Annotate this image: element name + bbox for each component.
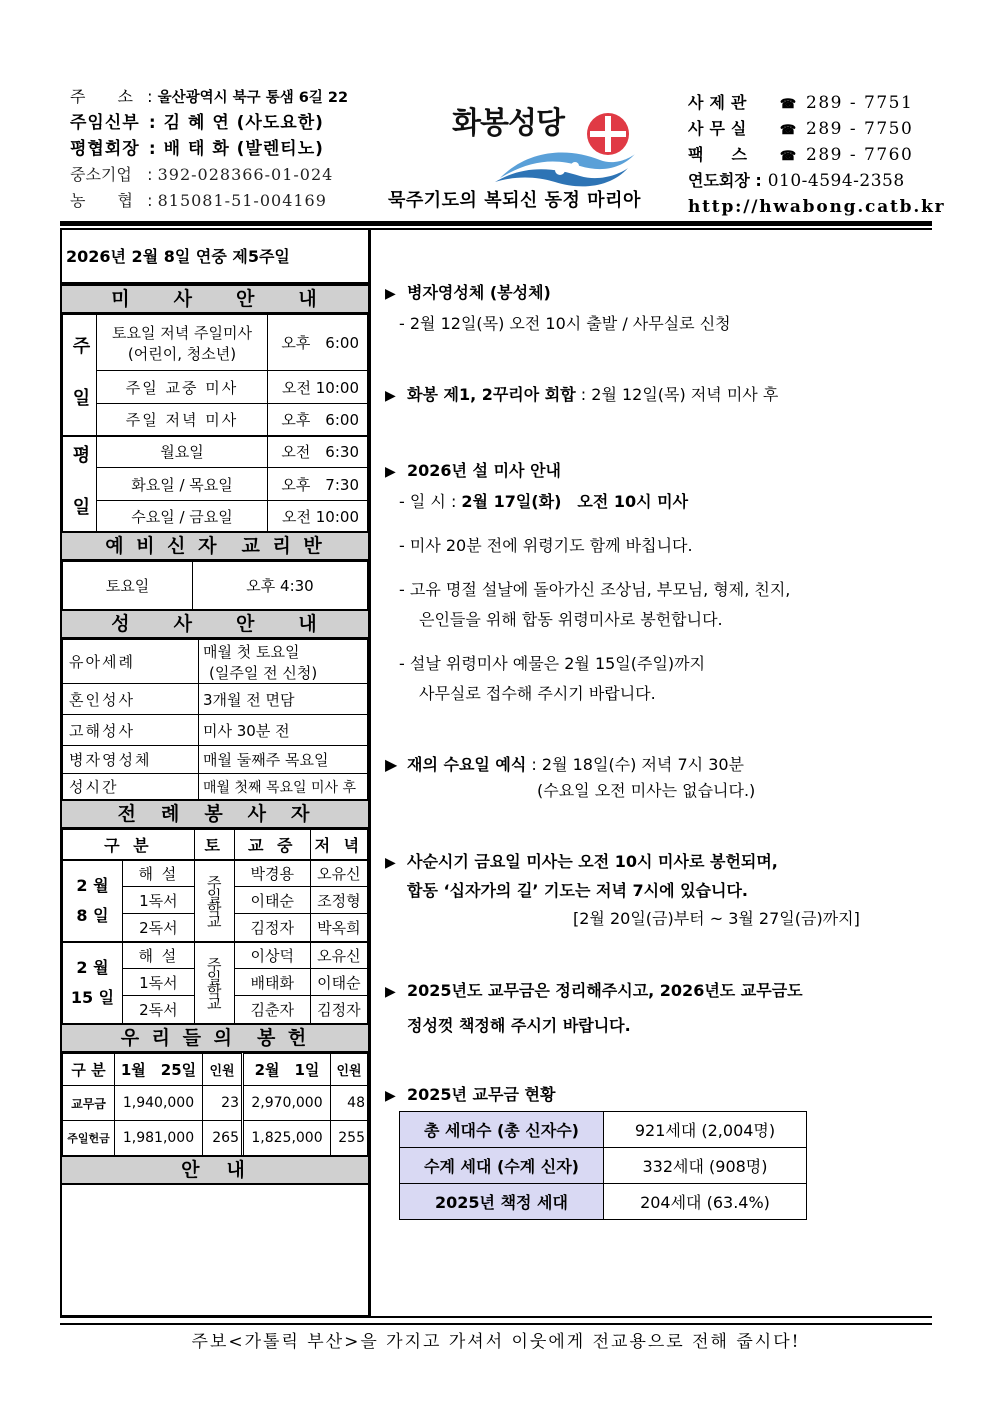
catechumen-day: 토요일 — [63, 562, 193, 610]
offering-header: 우 리 들 의 봉 헌 — [62, 1023, 368, 1053]
mass-schedule-table — [62, 314, 368, 532]
mass-name: 화요일 / 목요일 — [97, 468, 268, 501]
offering-amount: 2,970,000 — [243, 1086, 331, 1121]
left-sidebar — [60, 230, 370, 1317]
sacrament-value: 매월 둘째주 목요일 — [199, 746, 368, 774]
role: 1독서 — [123, 969, 195, 996]
triangle-right-icon: ▶ — [385, 388, 396, 404]
offering-count: 23 — [203, 1086, 243, 1121]
offering-amount: 1,825,000 — [243, 1121, 331, 1156]
triangle-right-icon: ▶ — [385, 1088, 396, 1104]
mass-time: 오후 6:00 — [268, 315, 368, 371]
bank-account-row-1: 중소기업 : 392-028366-01-024 — [70, 165, 334, 184]
offering-count: 48 — [331, 1086, 368, 1121]
offering-amount: 1,940,000 — [115, 1086, 203, 1121]
role: 해 설 — [123, 942, 195, 969]
logo-title: 화봉성당 — [452, 106, 564, 141]
col-header: 토 — [194, 830, 234, 860]
notice-dues-status: ▶ 2025년 교무금 현황 — [385, 1085, 556, 1104]
role: 해 설 — [123, 860, 195, 887]
sacrament-value: 매월 첫 토요일 (일주일 전 신청) — [199, 640, 368, 684]
header-divider-thick — [60, 221, 932, 226]
service-date: 2 월 15 일 — [63, 942, 123, 1024]
col-header: 교 중 — [234, 830, 310, 860]
stat-key: 2025년 책정 세대 — [400, 1184, 604, 1220]
evening-server: 박옥희 — [310, 914, 367, 942]
offering-table — [62, 1053, 368, 1156]
triangle-right-icon: ▶ — [385, 464, 396, 480]
footer-message: 주보<가톨릭 부산>을 가지고 가셔서 이웃에게 전교용으로 전해 줍시다! — [191, 1332, 801, 1352]
triangle-right-icon: ▶ — [385, 286, 396, 302]
mass-name: 토요일 저녁 주일미사 (어린이, 청소년) — [97, 315, 268, 371]
main-server: 김춘자 — [234, 996, 310, 1024]
stat-value: 921세대 (2,004명) — [604, 1112, 807, 1148]
role: 2독서 — [123, 996, 195, 1024]
main-server: 이상덕 — [234, 942, 310, 969]
evening-server: 이태순 — [310, 969, 367, 996]
footer-rule — [60, 1323, 932, 1325]
saturday-service: 주일학교 — [194, 860, 234, 942]
sacrament-value: 미사 30분 전 — [199, 715, 368, 746]
main-server: 배태화 — [234, 969, 310, 996]
stat-value: 332세대 (908명) — [604, 1148, 807, 1184]
sunday-label: 주 일 — [63, 315, 97, 436]
catechumen-header: 예 비 신 자 교 리 반 — [62, 531, 368, 561]
sacrament-name: 병자영성체 — [63, 746, 199, 774]
col-header: 구 분 — [63, 830, 195, 860]
sacrament-name: 성시간 — [63, 774, 199, 800]
phone-icon: ☎ — [779, 149, 797, 164]
col-header: 1월 25일 — [115, 1054, 203, 1086]
sacrament-header: 성 사 안 내 — [62, 609, 368, 639]
mass-time: 오후 6:00 — [268, 404, 368, 436]
catechumen-table — [62, 561, 368, 610]
phone-icon: ☎ — [779, 123, 797, 138]
sacrament-name: 유아세례 — [63, 640, 199, 684]
sacrament-value: 매월 첫째 목요일 미사 후 — [199, 774, 368, 800]
col-header: 구 분 — [63, 1054, 115, 1086]
notice-curia-meeting: ▶ 화봉 제1, 2꾸리아 회합 : 2월 12일(목) 저녁 미사 후 — [385, 385, 779, 404]
notice-ash-wednesday: ▶ 재의 수요일 예식 : 2월 18일(수) 저녁 7시 30분 (수요일 오전 미사는 없습니다.) — [385, 752, 755, 804]
evening-server: 오유신 — [310, 942, 367, 969]
website-link[interactable]: http://hwabong.catb.kr — [688, 197, 946, 217]
main-server: 이태순 — [234, 887, 310, 914]
notice-parish-dues: ▶ 2025년도 교무금은 정리해주시고, 2026년도 교무금도 정성껏 책정해 주시기 바랍니다. — [385, 974, 803, 1043]
notice-lent-friday: ▶ 사순시기 금요일 미사는 오전 10시 미사로 봉헌되며, 합동 ‘십자가의 길’ 기도는 저녁 7시에 있습니다. [2월 20일(금)부터 ~ 3월 27일(금)까지] — [385, 848, 860, 933]
sacrament-table — [62, 639, 368, 800]
sacrament-name: 혼인성사 — [63, 684, 199, 715]
offering-amount: 1,981,000 — [115, 1121, 203, 1156]
col-header: 인원 — [203, 1054, 243, 1086]
evening-server: 김정자 — [310, 996, 367, 1024]
evening-server: 오유신 — [310, 860, 367, 887]
role: 2독서 — [123, 914, 195, 942]
col-header: 인원 — [331, 1054, 368, 1086]
triangle-right-icon: ▶ — [385, 755, 398, 774]
parish-info — [70, 84, 348, 214]
notice-sick-communion: ▶ 병자영성체 (봉성체) - 2월 12일(목) 오전 10시 출발 / 사무실로 신청 — [385, 283, 731, 333]
bank-account-row-2: 농 협 : 815081-51-004169 — [70, 191, 327, 210]
mass-time: 오후 7:30 — [268, 468, 368, 501]
sacrament-name: 고해성사 — [63, 715, 199, 746]
parish-motto: 묵주기도의 복되신 동정 마리아 — [388, 190, 641, 211]
stat-value: 204세대 (63.4%) — [604, 1184, 807, 1220]
mass-name: 월요일 — [97, 436, 268, 468]
rectory-phone-row: 사제관 ☎ 289 - 7751 — [688, 93, 914, 113]
address-row: 주 소 : 울산광역시 북구 통샘 6길 22 — [70, 87, 349, 106]
contact-info — [688, 90, 945, 220]
col-header: 2월 1일 — [243, 1054, 331, 1086]
mass-time: 오전 10:00 — [268, 371, 368, 404]
service-date: 2 월 8 일 — [63, 860, 123, 942]
phone-icon: ☎ — [779, 97, 797, 112]
evening-server: 조정형 — [310, 887, 367, 914]
liturgical-date: 2026년 2월 8일 연중 제5주일 — [62, 230, 368, 284]
col-header: 저 녁 — [310, 830, 367, 860]
main-server: 김정자 — [234, 914, 310, 942]
yeondo-phone-row: 연도회장 : 010-4594-2358 — [688, 171, 905, 191]
notice-lunar-new-year-mass: ▶ 2026년 설 미사 안내 - 일 시 : 2월 17일(화) 오전 10시 미사 - 미사 20분 전에 위령기도 함께 바칩니다. - 고유 명절 설날에 돌아가신 조상님, 부모님, 형제, 친지, 은인들을 위해 합동 위령미사로 봉헌합니다. - 설날 위령미사 예물은 2월 15일(주일)까지 사무실로 접수해 주시기 바랍니다. — [385, 456, 790, 709]
cross-wave-logo-icon — [440, 98, 640, 188]
saturday-service: 주일학교 — [194, 942, 234, 1024]
offering-count: 265 — [203, 1121, 243, 1156]
mass-schedule-header: 미 사 안 내 — [62, 284, 368, 314]
pastor-row: 주임신부 : 김 혜 연 (사도요한) — [70, 113, 324, 133]
mass-time: 오전 10:00 — [268, 501, 368, 532]
mass-name: 수요일 / 금요일 — [97, 501, 268, 532]
fax-row: 팩 스 ☎ 289 - 7760 — [688, 145, 914, 165]
main-server: 박경용 — [234, 860, 310, 887]
role: 1독서 — [123, 887, 195, 914]
mass-time: 오전 6:30 — [268, 436, 368, 468]
notice-header: 안 내 — [62, 1155, 368, 1185]
triangle-right-icon: ▶ — [385, 984, 396, 1000]
catechumen-time: 오후 4:30 — [193, 562, 368, 610]
weekday-label: 평 일 — [63, 436, 97, 532]
offering-count: 255 — [331, 1121, 368, 1156]
offering-kind: 교무금 — [63, 1086, 115, 1121]
dues-status-table — [399, 1111, 807, 1220]
triangle-right-icon: ▶ — [385, 855, 396, 871]
office-phone-row: 사무실 ☎ 289 - 7750 — [688, 119, 914, 139]
sacrament-value: 3개월 전 면담 — [199, 684, 368, 715]
liturgy-servers-table — [62, 829, 368, 1024]
parish-logo — [440, 98, 640, 188]
council-president-row: 평협회장 : 배 태 화 (발렌티노) — [70, 139, 324, 159]
stat-key: 총 세대수 (총 신자수) — [400, 1112, 604, 1148]
offering-kind: 주일헌금 — [63, 1121, 115, 1156]
mass-name: 주일 저녁 미사 — [97, 404, 268, 436]
mass-name: 주일 교중 미사 — [97, 371, 268, 404]
liturgy-servers-header: 전 례 봉 사 자 — [62, 799, 368, 829]
stat-key: 수계 세대 (수계 신자) — [400, 1148, 604, 1184]
